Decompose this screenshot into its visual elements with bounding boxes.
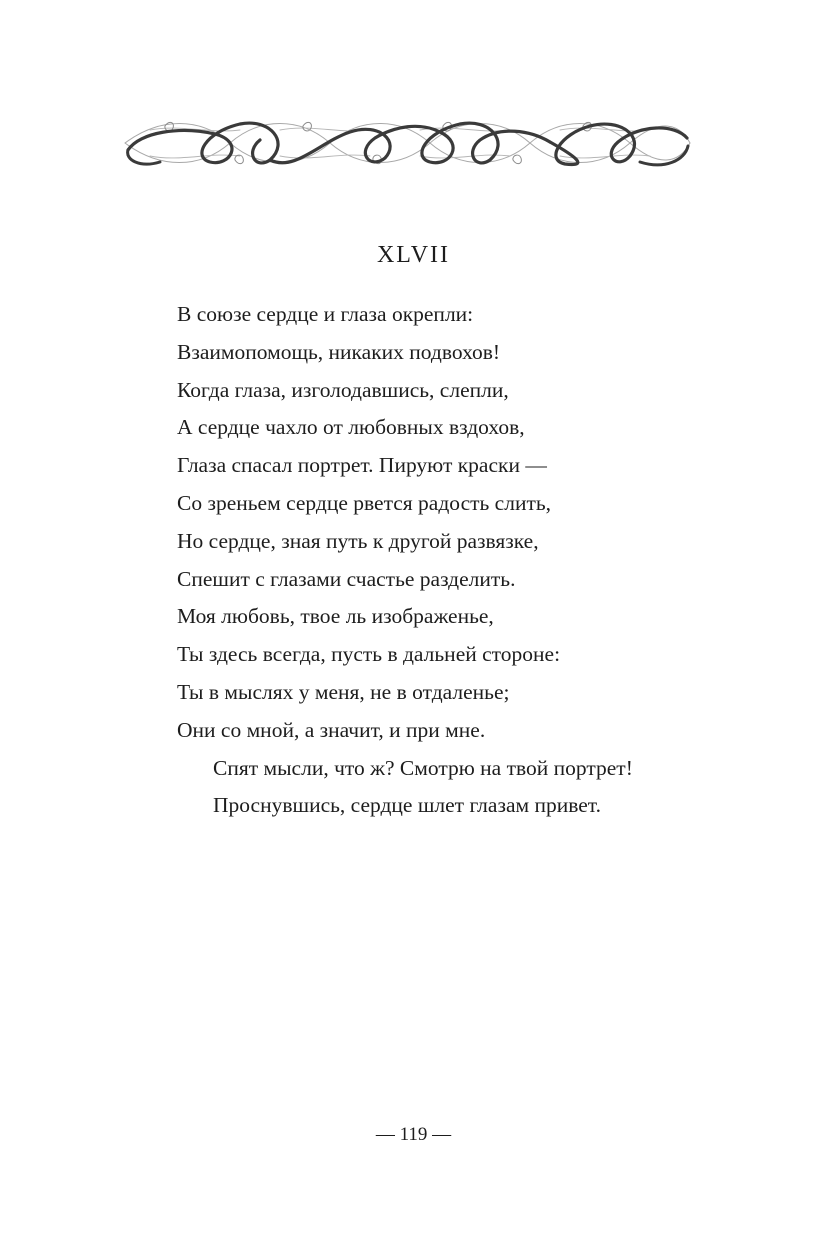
poem-line: Они со мной, а значит, и при мне. [177, 717, 486, 742]
poem-line: Но сердце, зная путь к другой развязке, [177, 528, 539, 553]
poem-line: Спешит с глазами счастье разделить. [177, 566, 516, 591]
poem-line: В союзе сердце и глаза окрепли: [177, 302, 474, 326]
poem-couplet-line: Проснувшись, сердце шлет глазам привет. [213, 793, 601, 818]
poem-title: XLVII [376, 242, 451, 268]
decorative-scroll-ornament-icon [120, 112, 695, 174]
poem-line: Когда глаза, изголодавшись, слепли, [177, 377, 509, 402]
poem-line: Моя любовь, твое ль изображенье, [177, 604, 494, 629]
page-number: — 119 — [375, 1124, 452, 1145]
poem-text [177, 296, 737, 825]
poem-line: Со зреньем сердце рвется радость слить, [177, 490, 552, 515]
poem-couplet-line: Спят мысли, что ж? Смотрю на твой портрет! [213, 755, 633, 780]
poem-line: А сердце чахло от любовных вздохов, [177, 415, 525, 440]
poem-line: Взаимопомощь, никаких подвохов! [177, 339, 501, 364]
poem-line: Ты здесь всегда, пусть в дальней стороне: [177, 642, 561, 667]
poem-line: Глаза спасал портрет. Пируют краски — [177, 453, 547, 478]
poem-line: Ты в мыслях у меня, не в отдаленье; [177, 679, 510, 704]
